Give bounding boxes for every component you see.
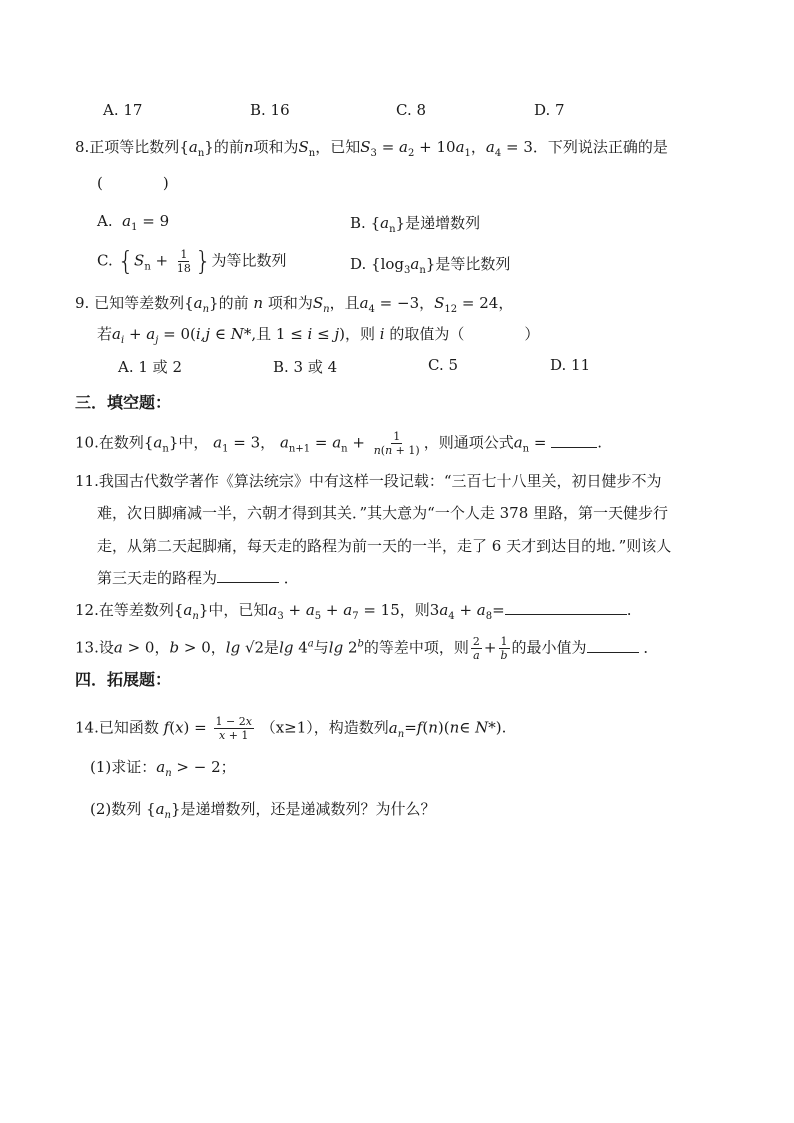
q11-line4: 第三天走的路程为 ． [97,569,299,587]
q8-answer-paren: ( ) [97,174,169,192]
q9-option-c: C. 5 [428,356,459,374]
q13-stem: 13.设a > 0，b > 0，lg √2是lg 4$^a$与lg 2$^b$的等差中项，则 $\frac{2}{a}$ + $\frac{1}{b}$ 的最小值为 ． [75,635,659,662]
section-title-fill-blank: 三．填空题： [75,393,172,412]
q8-stem: 8.正项等比数列$\{a_n\}$的前n项和为$S_n$，已知$S_3 = a_2 + 10a_1$，$a_4 = 3$．下列说法正确的是 [75,138,668,159]
q7-option-d: D. 7 [534,101,565,119]
section-title-extension: 四．拓展题： [75,670,172,689]
q7-option-b: B. 16 [250,101,290,119]
q11-line3: 走，从第二天起脚痛，每天走的路程为前一天的一半，走了 6 天才到达目的地．”则该人 [97,537,672,555]
q12-stem: 12.在等差数列$\{a_n\}$中，已知$a_3 + a_5 + a_7 = 15$，则$3a_4 + a_8=$ . [75,601,632,622]
q9-stem-line1: 9. 已知等差数列$\{a_n\}$的前 n 项和为$S_n$，且$a_4 = -3$，$S_{12} = 24$， [75,294,514,315]
q8-option-b: B. $\{a_n\}$是递增数列 [350,214,481,235]
q9-stem-line2: 若$a_i + a_j = 0(i,j$ ∈ N*,且 1 ≤ i ≤ j)，则 i 的取值为（ ） [97,325,540,346]
q11-line1: 11.我国古代数学著作《算法统宗》中有这样一段记载：“三百七十八里关，初日健步不为 [75,472,662,490]
q9-option-b: B. 3 或 4 [273,358,338,376]
q14-stem: 14.已知函数 f(x) = $\frac{1 - 2x}{x + 1}$ （x≥1），构造数列$a_n=f(n)(n\in$ N*). [75,715,507,742]
q7-option-c: C. 8 [396,101,427,119]
q8-option-a: A. $a_1 = 9$ [97,212,170,233]
q9-option-a: A. 1 或 2 [118,358,182,376]
q10-stem: 10.在数列$\{a_n\}$中， $a_1 = 3$， $a_{n+1} = a_n$ + $\frac{1}{n(n + 1)}$ ，则通项公式$a_n$ = . [75,430,602,457]
q11-line2: 难，次日脚痛减一半，六朝才得到其关．”其大意为“一个人走 378 里路，第一天健步行 [97,504,669,522]
q8-option-d: D. $\{\log_3a_n\}$是等比数列 [350,255,511,276]
q8-option-c: C. {$S_n$ + $\frac{1}{18}$ }为等比数列 [97,246,287,277]
q9-option-d: D. 11 [550,356,591,374]
q14-part2: (2)数列 $\{a_n\}$是递增数列，还是递减数列？为什么？ [90,800,436,821]
q14-part1: (1)求证：$a_n$ > − 2； [90,758,236,779]
q7-option-a: A. 17 [103,101,143,119]
